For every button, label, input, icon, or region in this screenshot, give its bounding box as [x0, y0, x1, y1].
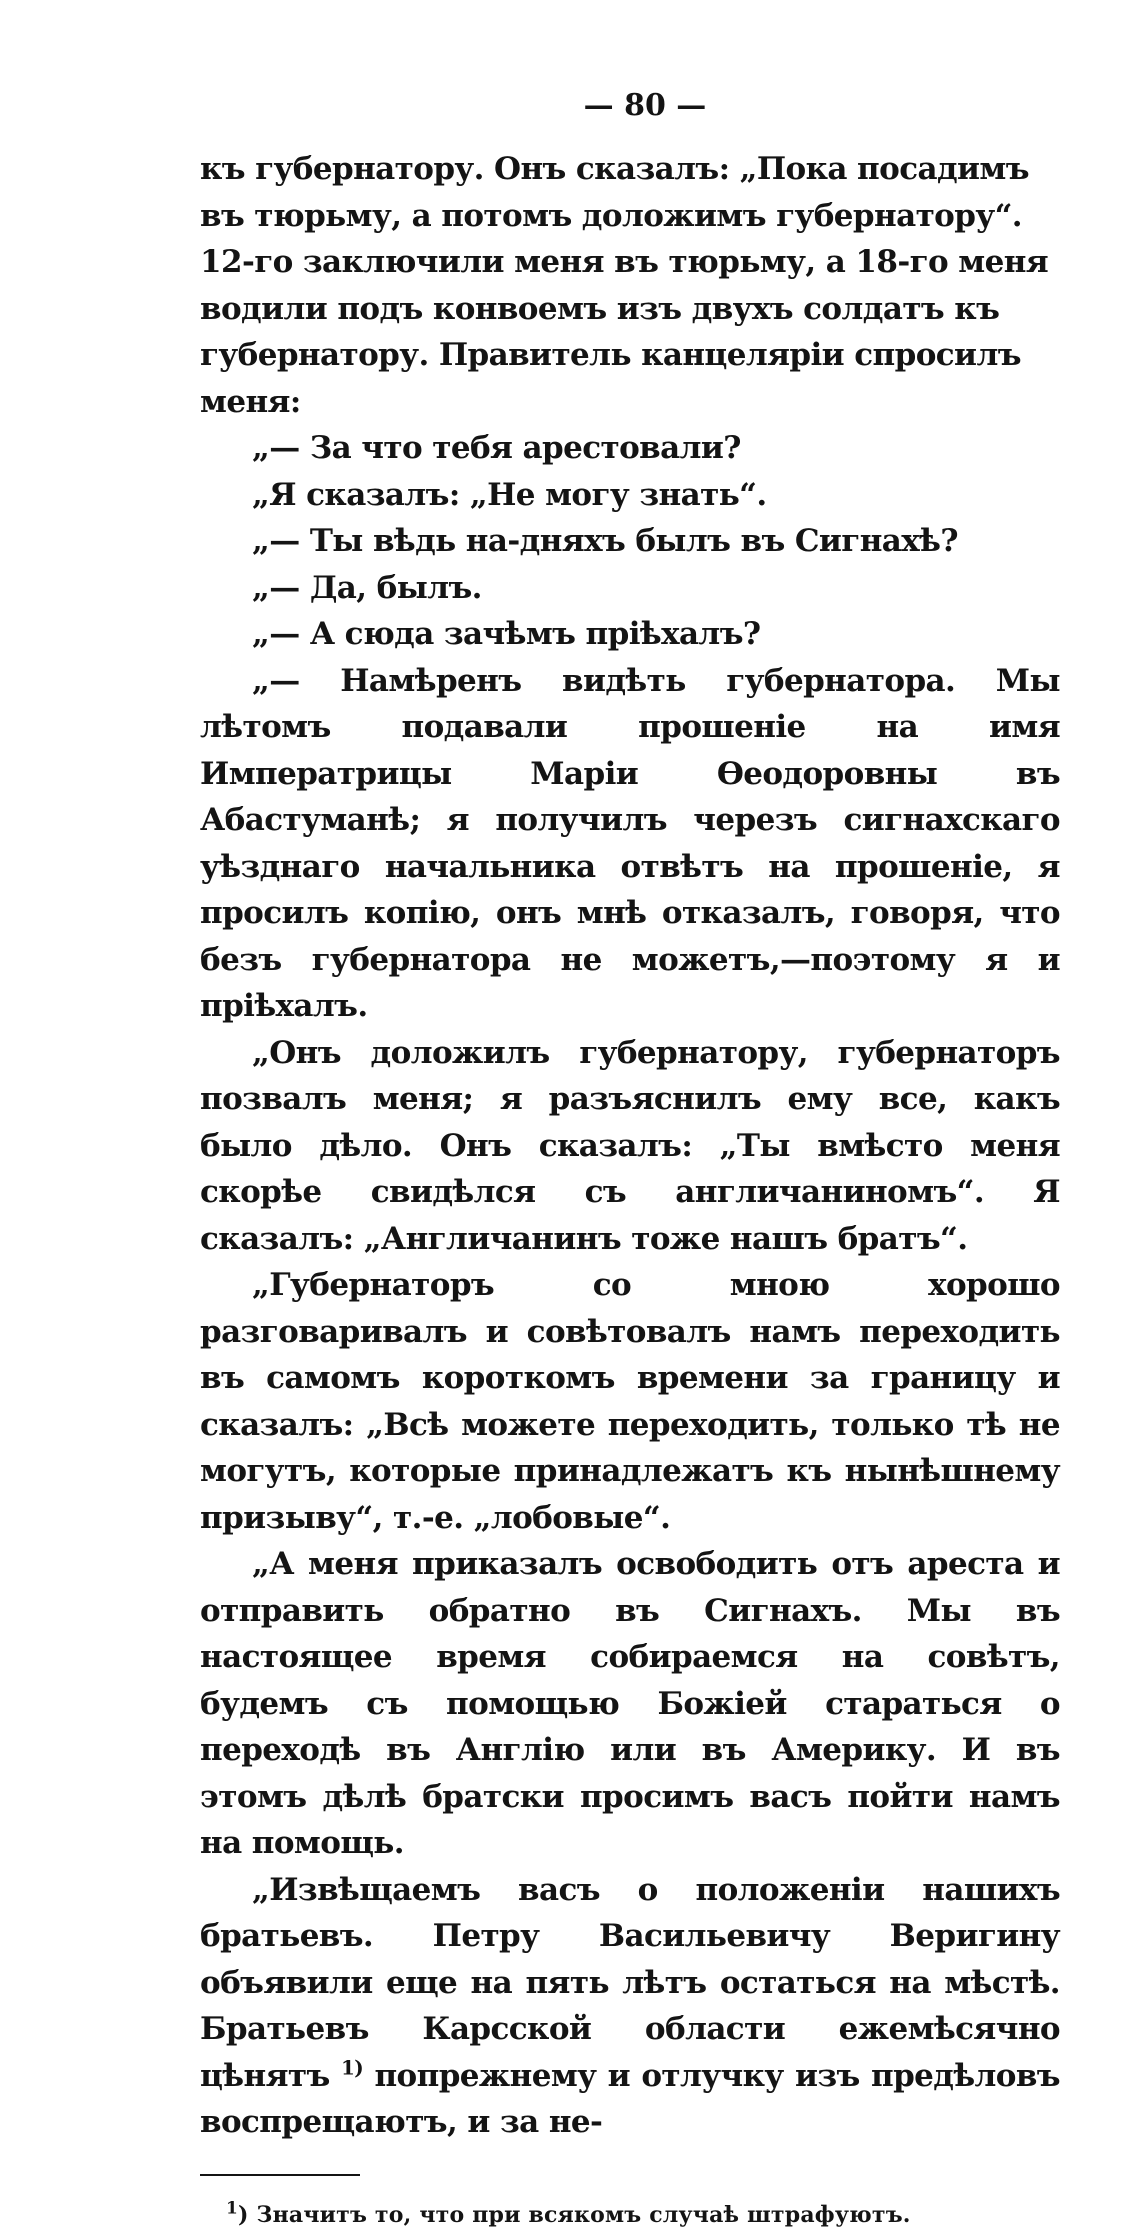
paragraph-7: „— Намѣренъ видѣть губернатора. Мы лѣтомъ подавали прошеніе на имя Императрицы Маріи Ѳеодоровны въ Абастуманѣ; я получилъ черезъ сигнахскаго уѣзднаго начальника отвѣтъ на прошеніе, я просилъ копію, онъ мнѣ отказалъ, говоря, что безъ губернатора не можетъ,—поэтому я и пріѣхалъ. — [200, 662, 1060, 1024]
footnote-mark: 1 — [226, 2198, 239, 2219]
paragraph-6: „— А сюда зачѣмъ пріѣхалъ? — [252, 616, 761, 652]
body-text — [200, 146, 1060, 2146]
footnote — [226, 2198, 1060, 2232]
book-page — [200, 88, 1060, 2232]
footnote-text: ) Значитъ то, что при всякомъ случаѣ штрафуютъ. — [238, 2201, 911, 2228]
paragraph-5: „— Да, былъ. — [252, 569, 482, 606]
paragraph-3: „Я сказалъ: „Не могу знать“. — [252, 476, 767, 513]
paragraph-11-text-after: попрежнему и отлучку изъ предѣловъ воспрещаютъ, и за не- — [200, 2057, 1060, 2140]
footnote-divider — [200, 2174, 360, 2176]
footnote-reference: 1) — [340, 2055, 364, 2080]
paragraph-8: „Онъ доложилъ губернатору, губернаторъ позвалъ меня; я разъяснилъ ему все, какъ было дѣло. Онъ сказалъ: „Ты вмѣсто меня скорѣе свидѣлся съ англичаниномъ“. Я сказалъ: „Англичанинъ тоже нашъ братъ“. — [200, 1034, 1060, 1257]
paragraph-2: „— За что тебя арестовали? — [252, 430, 741, 466]
paragraph-11 — [200, 1867, 1060, 2146]
paragraph-1: къ губернатору. Онъ сказалъ: „Пока посадимъ въ тюрьму, а потомъ доложимъ губернатору“. 12-го заключили меня въ тюрьму, а 18-го меня водили подъ конвоемъ изъ двухъ солдатъ къ губернатору. Правитель канцеляріи спросилъ меня: — [200, 151, 1049, 420]
paragraph-9: „Губернаторъ со мною хорошо разговаривалъ и совѣтовалъ намъ переходить въ самомъ короткомъ времени за границу и сказалъ: „Всѣ можете переходить, только тѣ не могутъ, которые принадлежатъ къ нынѣшнему призыву“, т.-е. „лобовые“. — [200, 1267, 1060, 1536]
paragraph-10: „А меня приказалъ освободить отъ ареста и отправить обратно въ Сигнахъ. Мы въ настоящее время собираемся на совѣтъ, будемъ съ помощью Божіей стараться о переходѣ въ Англію или въ Америку. И въ этомъ дѣлѣ братски просимъ васъ пойти намъ на помощь. — [200, 1546, 1060, 1861]
paragraph-4: „— Ты вѣдь на-дняхъ былъ въ Сигнахѣ? — [252, 523, 958, 559]
paragraph-11-text: „Извѣщаемъ васъ о положеніи нашихъ братьевъ. Петру Васильевичу Веригину объявили еще на пять лѣтъ остаться на мѣстѣ. Братьевъ Карсской области ежемѣсячно цѣнятъ — [200, 1871, 1060, 2094]
page-number: — 80 — — [583, 88, 707, 123]
